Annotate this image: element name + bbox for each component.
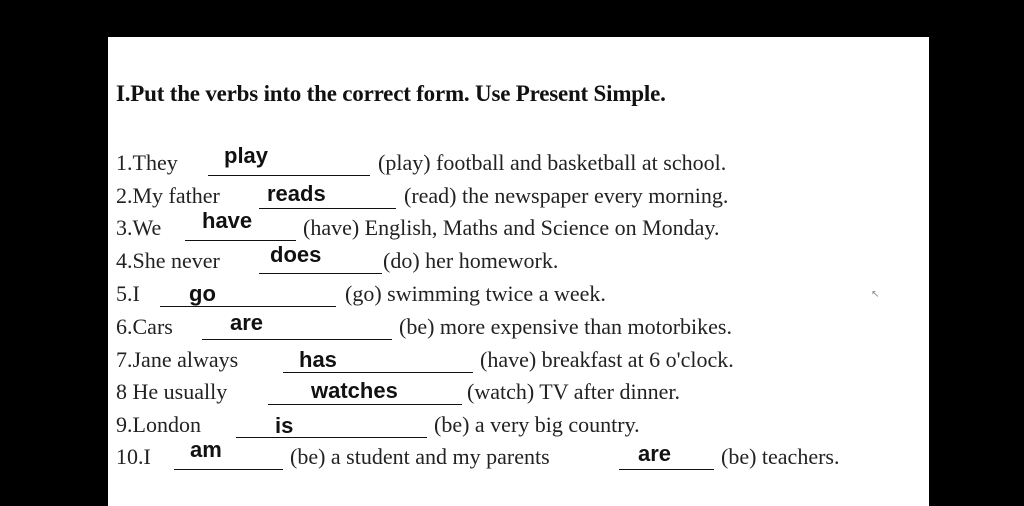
answer-text: play	[224, 143, 269, 168]
item-prefix: 2.My father	[116, 183, 220, 208]
item-suffix: (have) English, Maths and Science on Monday.	[303, 215, 720, 240]
item-suffix: (have) breakfast at 6 o'clock.	[480, 347, 734, 372]
answer-text: have	[202, 208, 253, 233]
answer-text: reads	[267, 181, 326, 206]
answer-text: go	[189, 281, 216, 306]
mouse-cursor-icon: ↖	[871, 289, 880, 300]
item-prefix: 6.Cars	[116, 314, 173, 339]
answer-text: does	[270, 242, 322, 267]
item-suffix: (go) swimming twice a week.	[345, 281, 606, 306]
item-suffix: (play) football and basketball at school.	[378, 150, 727, 175]
item-prefix: 3.We	[116, 215, 162, 240]
exercise-title: I.Put the verbs into the correct form. Use Present Simple.	[116, 81, 666, 106]
answer-text: am	[190, 437, 222, 462]
answer-blank[interactable]	[236, 407, 427, 438]
item-prefix: 5.I	[116, 281, 140, 306]
item-prefix: 1.They	[116, 150, 178, 175]
item-suffix: (read) the newspaper every morning.	[404, 183, 729, 208]
answer-text: is	[275, 413, 294, 438]
item-prefix: 8 He usually	[116, 379, 228, 404]
answer-text: watches	[311, 378, 398, 403]
worksheet	[108, 37, 929, 506]
item-prefix: 9.London	[116, 412, 201, 437]
answer-text: are	[230, 310, 264, 335]
item-suffix: (be) a very big country.	[434, 412, 640, 437]
item-suffix-2: (be) teachers.	[721, 444, 840, 469]
item-suffix: (watch) TV after dinner.	[467, 379, 680, 404]
item-suffix: (do) her homework.	[383, 248, 559, 273]
item-suffix: (be) more expensive than motorbikes.	[399, 314, 732, 339]
item-prefix: 4.She never	[116, 248, 220, 273]
answer-blank[interactable]	[160, 276, 336, 307]
answer-text: has	[299, 347, 337, 372]
item-suffix: (be) a student and my parents	[290, 444, 550, 469]
item-prefix: 10.I	[116, 444, 151, 469]
item-prefix: 7.Jane always	[116, 347, 239, 372]
answer-text-2: are	[638, 441, 672, 466]
